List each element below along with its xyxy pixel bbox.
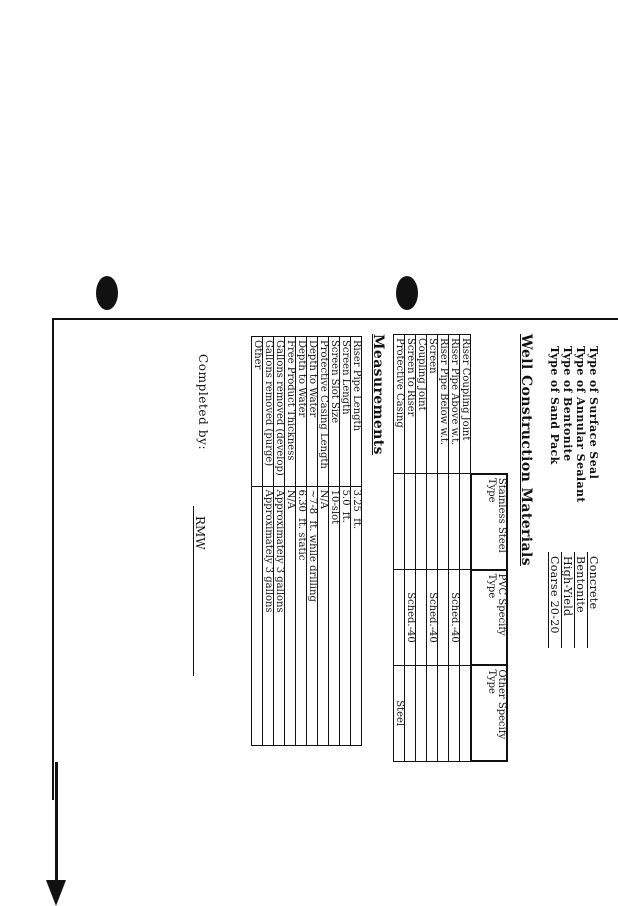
measurement-label: Riser Pipe Length xyxy=(351,337,362,487)
measurement-value: 6.30 xyxy=(296,489,307,512)
measurement-label: Gallons removed (purge) xyxy=(263,337,274,487)
seal-value: Coarse 20-20 xyxy=(548,552,561,648)
material-label: Riser Pipe Below w.t. xyxy=(438,335,449,474)
measurement-label: Free Product Thickness xyxy=(285,337,296,487)
measurement-value-cell xyxy=(329,486,340,745)
measurement-value-cell xyxy=(318,486,329,745)
measurement-label: Screen Length xyxy=(340,337,351,487)
table-row xyxy=(285,337,296,746)
material-pvc: Sched.-40 xyxy=(449,570,460,666)
material-pvc xyxy=(438,570,449,666)
punch-hole-left xyxy=(96,276,118,310)
arrow-right-icon xyxy=(46,880,66,906)
material-pvc xyxy=(460,570,471,666)
measurement-label: Gallons removed (develop) xyxy=(274,337,285,487)
table-row xyxy=(460,335,471,762)
material-steel xyxy=(394,474,405,570)
measurement-unit: ft. while drilling xyxy=(307,520,318,602)
measurement-value-cell xyxy=(263,486,274,745)
table-row xyxy=(394,335,405,762)
table-row xyxy=(274,337,285,746)
materials-header-cell: PVC Specify Type xyxy=(471,570,507,666)
material-label: Screen to Riser xyxy=(405,335,416,474)
measurement-label: Protective Casing Length xyxy=(318,337,329,487)
table-row xyxy=(449,335,460,762)
material-label: Riser Pipe Above w.t. xyxy=(449,335,460,474)
seal-value: Concrete xyxy=(587,552,600,648)
material-other xyxy=(449,665,460,761)
material-other: Steel xyxy=(394,665,405,761)
rotated-form-page xyxy=(52,326,618,800)
material-label: Protective Casing xyxy=(394,335,405,474)
material-other xyxy=(405,665,416,761)
table-row xyxy=(252,337,263,746)
measurement-value: 3.25 xyxy=(351,489,362,512)
material-other xyxy=(460,665,471,761)
table-row xyxy=(427,335,438,762)
measurement-value-cell xyxy=(307,486,318,745)
measurements-table xyxy=(251,336,362,746)
material-label: Screen xyxy=(427,335,438,474)
table-row xyxy=(351,337,362,746)
measurements-title: Measurements xyxy=(370,334,386,455)
material-pvc: Sched.-40 xyxy=(405,570,416,666)
measurement-value: 10-slot xyxy=(329,489,340,525)
measurement-label: Other xyxy=(252,337,263,487)
material-pvc xyxy=(394,570,405,666)
materials-table xyxy=(394,334,509,762)
measurement-label: Depth to Water xyxy=(307,337,318,487)
measurement-unit: ft. xyxy=(340,511,351,523)
materials-header-row xyxy=(471,335,507,762)
material-steel xyxy=(416,474,427,570)
materials-title: Well Construction Materials xyxy=(518,334,534,566)
seal-row xyxy=(548,346,561,766)
material-other xyxy=(438,665,449,761)
table-row xyxy=(318,337,329,746)
page-arrow-shaft xyxy=(55,762,58,882)
table-row xyxy=(329,337,340,746)
seal-row xyxy=(587,346,600,766)
measurement-value-cell xyxy=(285,486,296,745)
measurement-label: Screen Slot Size xyxy=(329,337,340,487)
completed-by-value: RMW xyxy=(193,506,207,676)
measurement-value: 5.0 xyxy=(340,489,351,506)
material-label: Riser Coupling Joint xyxy=(460,335,471,474)
material-steel xyxy=(438,474,449,570)
measurement-value: N/A xyxy=(285,489,296,509)
materials-header-cell xyxy=(471,335,507,474)
material-other xyxy=(427,665,438,761)
seal-info-block xyxy=(548,346,600,766)
table-row xyxy=(438,335,449,762)
measurement-value: Approximately 3 gallons xyxy=(274,489,285,613)
measurement-value-cell xyxy=(351,486,362,745)
seal-row xyxy=(561,346,574,766)
table-row xyxy=(340,337,351,746)
measurement-value-cell xyxy=(252,486,263,745)
material-pvc xyxy=(416,570,427,666)
material-steel xyxy=(460,474,471,570)
measurement-value-cell xyxy=(274,486,285,745)
measurement-value: Approximately 3 gallons xyxy=(263,489,274,613)
seal-value: Bentonite xyxy=(574,552,587,648)
measurement-value: N/A xyxy=(318,489,329,509)
material-pvc: Sched.-40 xyxy=(427,570,438,666)
punch-hole-right xyxy=(396,276,418,310)
table-row xyxy=(416,335,427,762)
materials-header-cell: Other Specify Type xyxy=(471,665,507,761)
completed-by-label: Completed by: xyxy=(196,354,210,451)
measurement-unit: ft. xyxy=(351,518,362,530)
seal-label: Type of Sand Pack xyxy=(548,346,561,465)
measurement-value-cell xyxy=(340,486,351,745)
seal-row xyxy=(574,346,587,766)
table-row xyxy=(296,337,307,746)
seal-value: High-Yield xyxy=(561,552,574,648)
measurement-unit: ft. static xyxy=(296,518,307,561)
measurement-value-cell xyxy=(296,486,307,745)
material-label: Coupling Joint xyxy=(416,335,427,474)
measurement-label: Depth to Water xyxy=(296,337,307,487)
materials-header-cell: Stainless Steel Type xyxy=(471,474,507,570)
material-steel xyxy=(449,474,460,570)
seal-label: Type of Annular Sealant xyxy=(574,346,587,503)
form-border-top xyxy=(52,318,618,320)
material-steel xyxy=(427,474,438,570)
table-row xyxy=(307,337,318,746)
seal-label: Type of Surface Seal xyxy=(587,346,600,480)
material-steel xyxy=(405,474,416,570)
table-row xyxy=(263,337,274,746)
measurement-value: ~7-8 xyxy=(307,489,318,515)
seal-label: Type of Bentonite xyxy=(561,346,574,462)
material-other xyxy=(416,665,427,761)
table-row xyxy=(405,335,416,762)
